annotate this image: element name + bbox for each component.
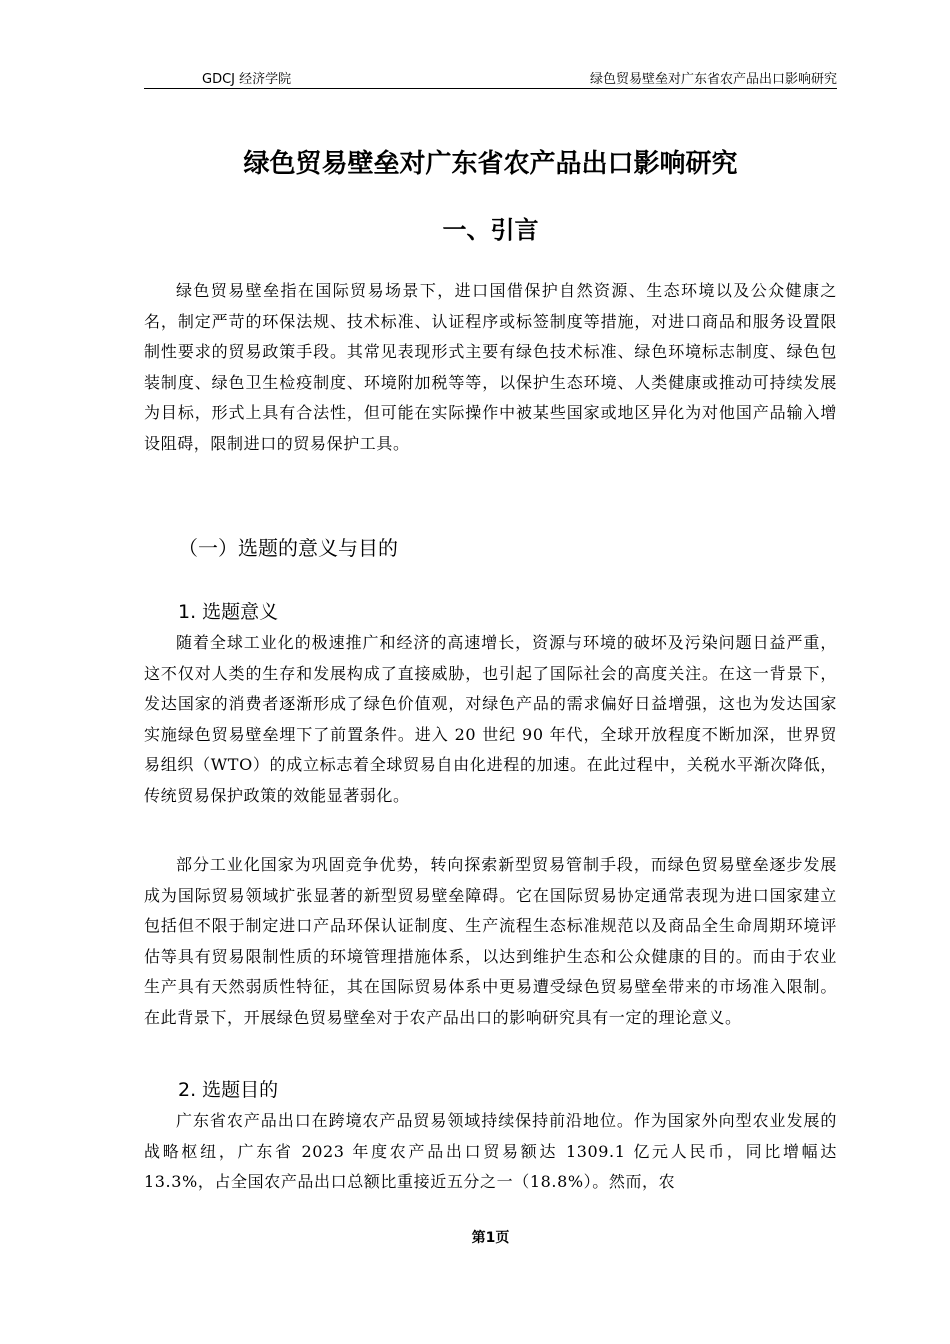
significance-paragraph-2: 部分工业化国家为巩固竞争优势，转向探索新型贸易管制手段，而绿色贸易壁垒逐步发展成为国际贸易领域扩张显著的新型贸易壁垒障碍。它在国际贸易协定通常表现为进口国家建立包括但不限于制定进口产品环保认证制度、生产流程生态标准规范以及商品全生命周期环境评估等具有贸易限制性质的环境管理措施体系，以达到维护生态和公众健康的目的。而由于农业生产具有天然弱质性特征，其在国际贸易体系中更易遭受绿色贸易壁垒带来的市场准入限制。在此背景下，开展绿色贸易壁垒对于农产品出口的影响研究具有一定的理论意义。 xyxy=(144,855,837,1027)
section-heading-introduction: 一、引言 xyxy=(442,216,539,244)
significance-paragraph-1: 随着全球工业化的极速推广和经济的高速增长，资源与环境的破坏及污染问题日益严重，这不仅对人类的生存和发展构成了直接威胁，也引起了国际社会的高度关注。在这一背景下，发达国家的消费者逐渐形成了绿色价值观，对绿色产品的需求偏好日益增强，这也为发达国家实施绿色贸易壁垒埋下了前置条件。进入 20 世纪 90 年代，全球开放程度不断加深，世界贸易组织（WTO）的成立标志着全球贸易自由化进程的加速。在此过程中，关税水平渐次降低，传统贸易保护政策的效能显著弱化。 xyxy=(144,633,837,805)
paper-title: 绿色贸易壁垒对广东省农产品出口影响研究 xyxy=(243,149,738,179)
header-running-title: 绿色贸易壁垒对广东省农产品出口影响研究 xyxy=(589,72,837,87)
intro-paragraph: 绿色贸易壁垒指在国际贸易场景下，进口国借保护自然资源、生态环境以及公众健康之名，制定严苛的环保法规、技术标准、认证程序或标签制度等措施，对进口商品和服务设置限制性要求的贸易政策手段。其常见表现形式主要有绿色技术标准、绿色环境标志制度、绿色包装制度、绿色卫生检疫制度、环境附加税等等，以保护生态环境、人类健康或推动可持续发展为目标，形式上具有合法性，但可能在实际操作中被某些国家或地区异化为对他国产品输入增设阻碍，限制进口的贸易保护工具。 xyxy=(144,281,837,453)
item-heading-significance: 1. 选题意义 xyxy=(178,601,279,623)
page-number: 第1页 xyxy=(471,1230,510,1246)
subsection-heading-significance-purpose: （一）选题的意义与目的 xyxy=(178,536,398,560)
purpose-paragraph-1: 广东省农产品出口在跨境农产品贸易领域持续保持前沿地位。作为国家外向型农业发展的战略枢纽，广东省 2023 年度农产品出口贸易额达 1309.1 亿元人民币，同比增幅达 13.3%，占全国农产品出口总额比重接近五分之一（18.8%）。然而，农 xyxy=(144,1111,837,1191)
item-heading-purpose: 2. 选题目的 xyxy=(178,1079,279,1101)
running-header xyxy=(144,66,837,89)
header-institution: GDCJ 经济学院 xyxy=(202,72,292,87)
